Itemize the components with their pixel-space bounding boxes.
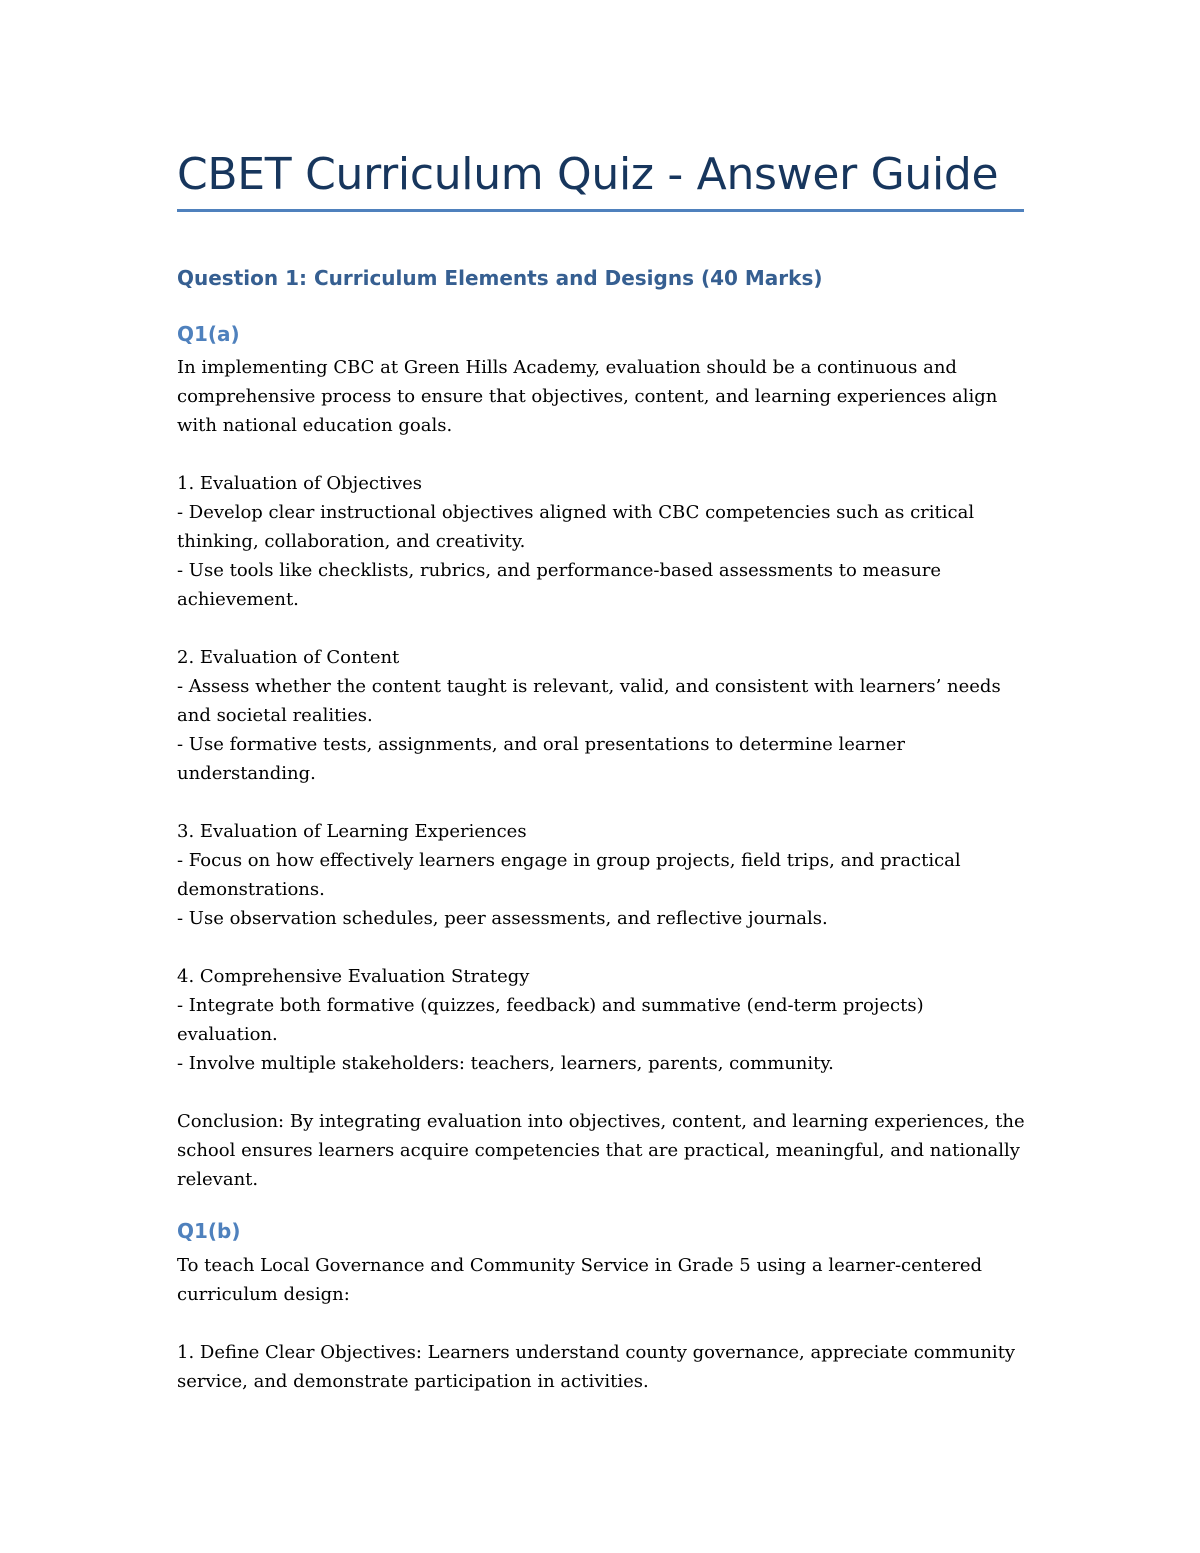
q1a-section-4-title: 4. Comprehensive Evaluation Strategy <box>177 966 530 987</box>
q1a-section-4-point-2: - Involve multiple stakeholders: teachers, learners, parents, community. <box>177 1053 834 1074</box>
q1a-section-4-point-1: - Integrate both formative (quizzes, feedback) and summative (end-term projects) evaluation. <box>177 995 924 1045</box>
q1b-body <box>177 1251 1027 1396</box>
q1a-section-2-point-2: - Use formative tests, assignments, and oral presentations to determine learner understanding. <box>177 734 906 784</box>
q1a-section-1-point-1: - Develop clear instructional objectives aligned with CBC competencies such as critical thinking, collaboration, and creativity. <box>177 502 975 552</box>
paragraph-gap <box>177 1309 1027 1338</box>
q1a-conclusion: Conclusion: By integrating evaluation into objectives, content, and learning experiences, the school ensures learners acquire competencies that are practical, meaningful, and nationally relevant. <box>177 1111 1025 1190</box>
q1a-section-1-point-2: - Use tools like checklists, rubrics, and performance-based assessments to measure achievement. <box>177 560 942 610</box>
question-1-heading: Question 1: Curriculum Elements and Designs (40 Marks) <box>177 266 823 290</box>
paragraph-gap <box>177 614 1027 643</box>
q1b-heading: Q1(b) <box>177 1219 241 1243</box>
paragraph-gap <box>177 788 1027 817</box>
q1a-heading: Q1(a) <box>177 322 240 346</box>
q1b-intro: To teach Local Governance and Community Service in Grade 5 using a learner-centered curriculum design: <box>177 1255 983 1305</box>
q1a-section-1-title: 1. Evaluation of Objectives <box>177 473 423 494</box>
q1a-section-2-title: 2. Evaluation of Content <box>177 647 400 668</box>
q1a-intro: In implementing CBC at Green Hills Academy, evaluation should be a continuous and comprehensive process to ensure that objectives, content, and learning experiences align with national education goals. <box>177 357 998 436</box>
document-title: CBET Curriculum Quiz - Answer Guide <box>177 149 999 200</box>
q1a-section-3-point-2: - Use observation schedules, peer assessments, and reflective journals. <box>177 908 828 929</box>
title-underline <box>177 209 1024 212</box>
q1a-body <box>177 353 1027 1194</box>
paragraph-gap <box>177 933 1027 962</box>
q1a-section-2-point-1: - Assess whether the content taught is relevant, valid, and consistent with learners’ needs and societal realities. <box>177 676 1001 726</box>
paragraph-gap <box>177 1078 1027 1107</box>
paragraph-gap <box>177 440 1027 469</box>
q1b-point-1: 1. Define Clear Objectives: Learners understand county governance, appreciate community service, and demonstrate participation in activities. <box>177 1342 1016 1392</box>
q1a-section-3-point-1: - Focus on how effectively learners engage in group projects, field trips, and practical demonstrations. <box>177 850 961 900</box>
q1a-section-3-title: 3. Evaluation of Learning Experiences <box>177 821 527 842</box>
